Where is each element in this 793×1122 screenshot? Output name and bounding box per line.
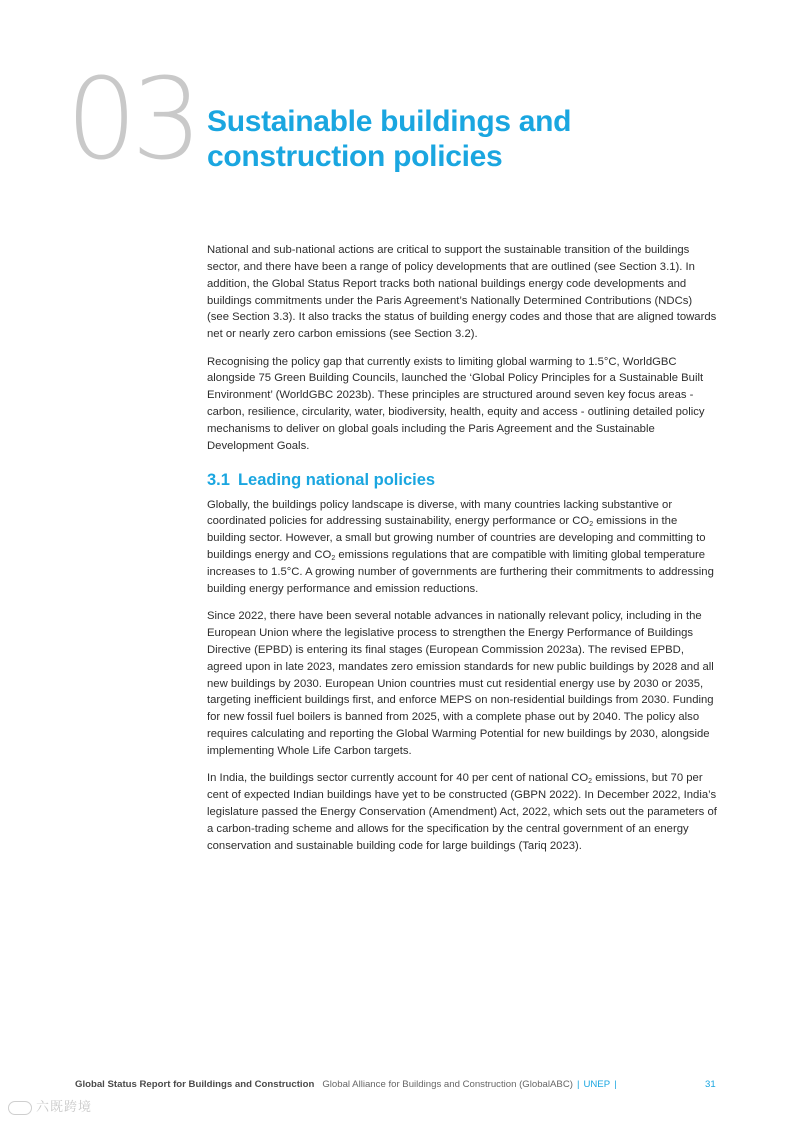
watermark-text: 六既跨境 bbox=[36, 1099, 93, 1114]
footer-report-title: Global Status Report for Buildings and Construction bbox=[75, 1079, 315, 1090]
watermark bbox=[8, 1096, 92, 1115]
watermark-logo-icon bbox=[8, 1101, 32, 1115]
intro-paragraph-1: National and sub-national actions are critical to support the sustainable transition of the buildings sector, and there have been a range of policy developments that are outlined (see Section 3.1). In addition, the Global Status Report tracks both national buildings energy code developments and buildings commitments under the Paris Agreement’s Nationally Determined Contributions (NDCs) (see Section 3.3). It also tracks the status of building energy codes and those that are aligned towards net or nearly zero carbon emissions (see Section 3.2). bbox=[207, 244, 717, 341]
footer-unep: UNEP bbox=[583, 1079, 611, 1090]
footer-separator: | bbox=[576, 1079, 580, 1090]
section-paragraph-2: Since 2022, there have been several notable advances in nationally relevant policy, including in the European Union where the legislative process to strengthen the Energy Performance of Buildings Directive (EPBD) is entering its final stages (European Commission 2023a). The revised EPBD, agreed upon in late 2023, mandates zero emission standards for new public buildings by 2028 and all new buildings by 2030. European Union countries must cut residential energy use by 2030 or 2035, targeting inefficient buildings first, and enforce MEPS on non-residential buildings from 2030. Funding for new fossil fuel boilers is banned from 2025, with a complete phase out by 2040. The policy also requires calculating and reporting the Global Warming Potential for new buildings by 2030, alongside implementing Whole Life Carbon targets. bbox=[207, 610, 714, 757]
page-number: 31 bbox=[705, 1079, 716, 1090]
footer-organization: Global Alliance for Buildings and Construction (GlobalABC) bbox=[322, 1079, 573, 1090]
chapter-title: Sustainable buildings and construction policies bbox=[207, 105, 572, 173]
article-body bbox=[207, 242, 717, 865]
section-paragraph-3: In India, the buildings sector currently account for 40 per cent of national $CO_2$ emissions, but 70 per cent of expected Indian buildings have yet to be constructed (GBPN 2022). In December 2022, India’s legislature passed the Energy Conservation (Amendment) Act, 2022, which sets out the parameters of a carbon-trading scheme and allows for the specification by the central government of an energy conservation and sustainable building code for large buildings (Tariq 2023). bbox=[207, 772, 717, 852]
section-title: Leading national policies bbox=[237, 470, 436, 489]
footer-separator: | bbox=[614, 1079, 617, 1090]
section-paragraph-1: Globally, the buildings policy landscape is diverse, with many countries lacking substantive or coordinated policies for addressing sustainability, energy performance or $CO_2$ emissions in the building sector. However, a small but growing number of countries are developing and committing to buildings energy and $CO_2$ emissions regulations that are compatible with limiting global temperature increases to 1.5°C. A growing number of governments are furthering their commitments to addressing building energy performance and emission reductions. bbox=[207, 498, 714, 595]
section-number: 3.1 bbox=[207, 470, 230, 489]
section-heading bbox=[207, 469, 717, 491]
chapter-number: 03 bbox=[66, 55, 197, 185]
intro-paragraph-2: Recognising the policy gap that currently exists to limiting global warming to 1.5°C, WorldGBC alongside 75 Green Building Councils, launched the ‘Global Policy Principles for a Sustainable Built Environment’ (WorldGBC 2023b). These principles are structured around seven key focus areas - carbon, resilience, circularity, water, biodiversity, health, equity and access - outlining detailed policy mechanisms to deliver on global goals including the Paris Agreement and the Sustainable Development Goals. bbox=[207, 355, 705, 452]
page-footer bbox=[75, 1079, 725, 1090]
